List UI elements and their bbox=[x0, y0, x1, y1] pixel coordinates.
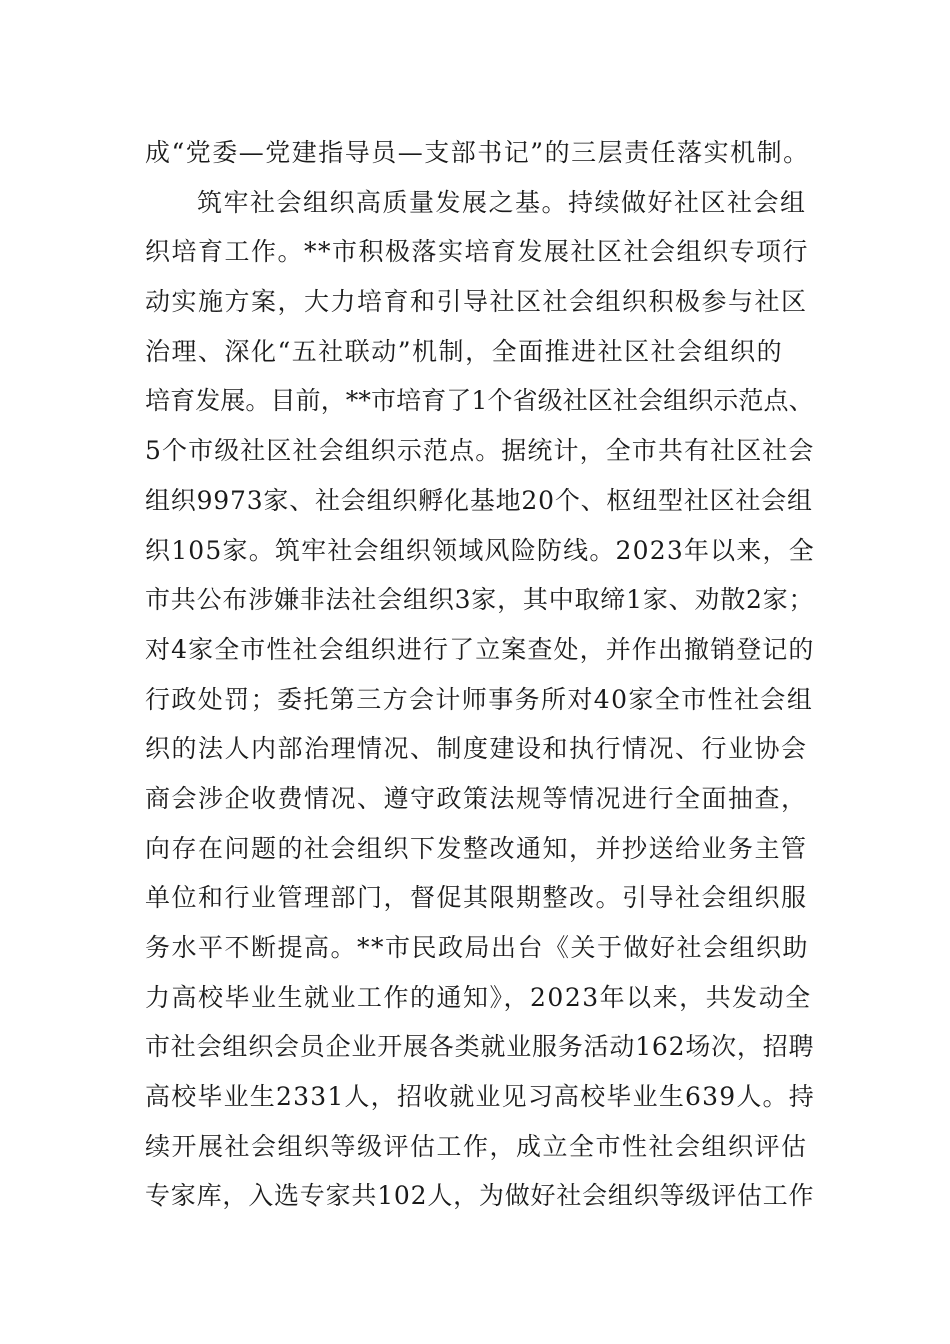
text-line: 高校毕业生2331人，招收就业见习高校毕业生639人。持 bbox=[145, 1082, 815, 1112]
text-line: 向存在问题的社会组织下发整改通知，并抄送给业务主管 bbox=[145, 833, 808, 863]
text-line: 织105家。筑牢社会组织领域风险防线。2023年以来，全 bbox=[145, 535, 815, 565]
text-line: 务水平不断提高。**市民政局出台《关于做好社会组织助 bbox=[145, 933, 810, 962]
text-line: 力高校毕业生就业工作的通知》，2023年以来，共发动全 bbox=[145, 982, 812, 1012]
paragraph-start-line: 筑牢社会组织高质量发展之基。持续做好社区社会组 bbox=[197, 187, 807, 217]
text-line: 市社会组织会员企业开展各类就业服务活动162场次，招聘 bbox=[145, 1032, 815, 1062]
text-line: 续开展社会组织等级评估工作，成立全市性社会组织评估 bbox=[145, 1131, 808, 1161]
text-line: 行政处罚；委托第三方会计师事务所对40家全市性社会组 bbox=[145, 684, 814, 714]
text-line: 织培育工作。**市积极落实培育发展社区社会组织专项行 bbox=[145, 237, 810, 267]
body-text bbox=[145, 128, 815, 1221]
text-line: 治理、深化“五社联动”机制，全面推进社区社会组织的 bbox=[145, 336, 784, 366]
text-line: 5个市级社区社会组织示范点。据统计，全市共有社区社会 bbox=[145, 436, 815, 466]
text-line: 商会涉企收费情况、遵守政策法规等情况进行全面抽查， bbox=[145, 783, 808, 813]
text-line: 织的法人内部治理情况、制度建设和执行情况、行业协会 bbox=[145, 734, 808, 764]
text-line: 市共公布涉嫌非法社会组织3家，其中取缔1家、劝散2家； bbox=[145, 585, 815, 615]
text-line: 单位和行业管理部门，督促其限期整改。引导社会组织服 bbox=[145, 883, 808, 913]
text-line: 组织9973家、社会组织孵化基地20个、枢纽型社区社会组 bbox=[145, 485, 813, 515]
text-line: 动实施方案，大力培育和引导社区社会组织积极参与社区 bbox=[145, 287, 808, 317]
text-line: 培育发展。目前，**市培育了1个省级社区社会组织示范点、 bbox=[145, 386, 814, 416]
text-line: 专家库，入选专家共102人，为做好社会组织等级评估工作 bbox=[145, 1181, 815, 1211]
text-line: 成“党委—党建指导员—支部书记”的三层责任落实机制。 bbox=[145, 138, 810, 167]
text-line: 对4家全市性社会组织进行了立案查处，并作出撤销登记的 bbox=[145, 634, 815, 664]
